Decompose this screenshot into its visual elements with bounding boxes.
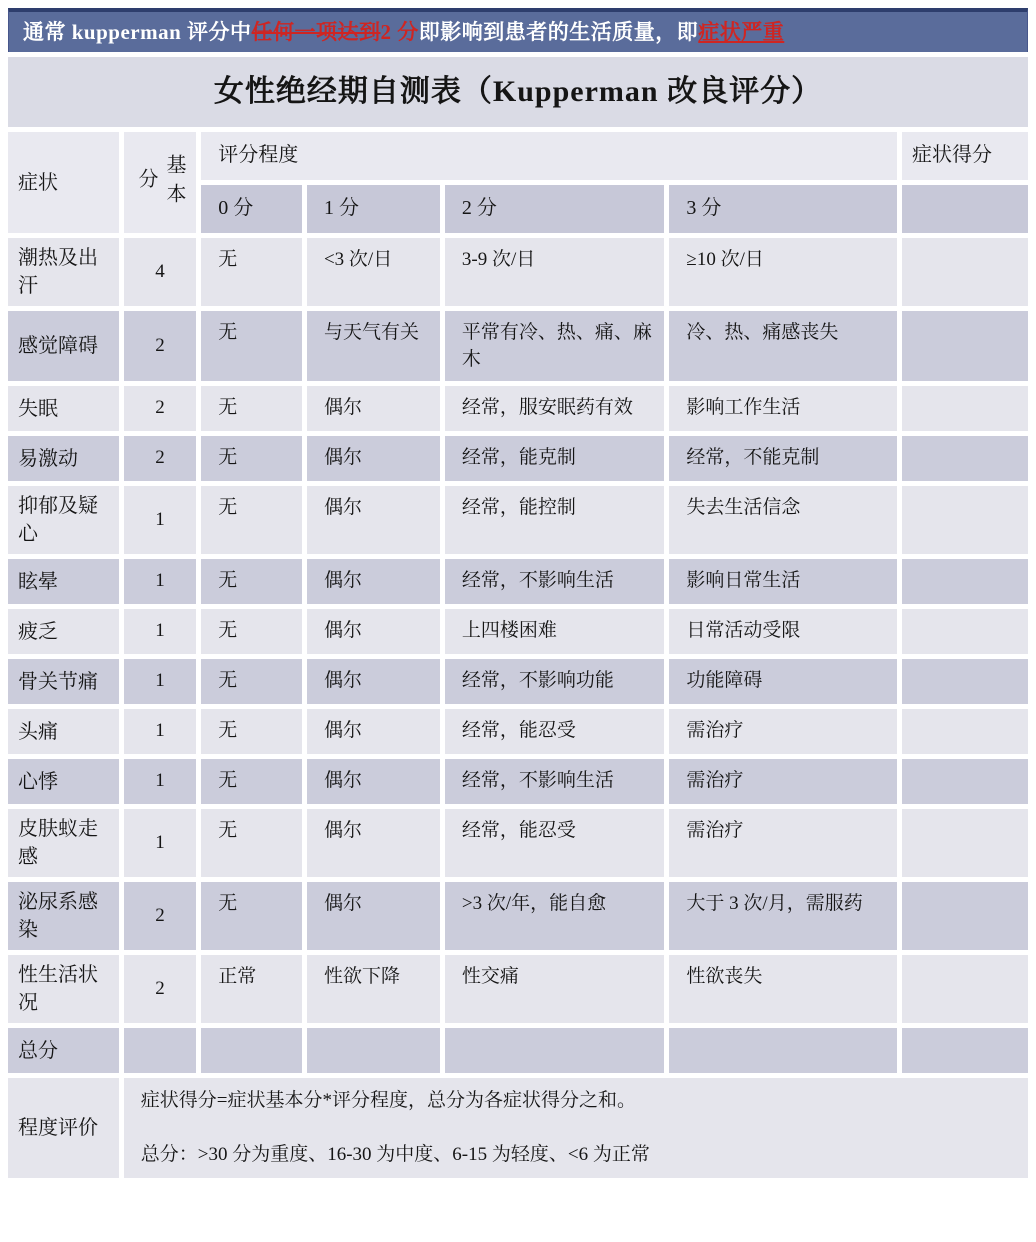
symptom-score-empty-cell — [902, 238, 1028, 306]
symptom-name: 抑郁及疑心 — [8, 486, 119, 554]
base-score-value: 2 — [124, 955, 197, 1023]
degree-2-cell: 经常，服安眠药有效 — [445, 386, 665, 431]
total-base-cell — [124, 1028, 197, 1073]
degree-0-cell: 无 — [201, 436, 302, 481]
degree-3-cell: 日常活动受限 — [669, 609, 897, 654]
symptom-name: 失眠 — [8, 386, 119, 431]
total-label: 总分 — [8, 1028, 119, 1073]
symptom-score-empty-cell — [902, 559, 1028, 604]
degree-0-cell: 无 — [201, 559, 302, 604]
degree-3-cell: 失去生活信念 — [669, 486, 897, 554]
total-degree-3-cell — [669, 1028, 897, 1073]
symptom-table-row — [8, 436, 1028, 481]
symptom-name: 皮肤蚁走感 — [8, 809, 119, 877]
symptom-name: 潮热及出汗 — [8, 238, 119, 306]
banner-text-normal-2: 即影响到患者的生活质量，即 — [418, 20, 699, 44]
base-score-value: 1 — [124, 659, 197, 704]
symptom-score-empty-cell — [902, 311, 1028, 381]
symptom-score-empty-cell — [902, 709, 1028, 754]
base-score-value: 1 — [124, 709, 197, 754]
symptom-table-row — [8, 486, 1028, 554]
base-score-value: 2 — [124, 386, 197, 431]
banner-text-red-underline: 症状严重 — [698, 20, 785, 44]
symptom-table-row — [8, 238, 1028, 306]
degree-3-cell: 功能障碍 — [669, 659, 897, 704]
total-score-cell — [902, 1028, 1028, 1073]
degree-0-cell: 无 — [201, 759, 302, 804]
base-score-value: 1 — [124, 759, 197, 804]
degree-3-cell: 性欲丧失 — [669, 955, 897, 1023]
symptom-name: 疲乏 — [8, 609, 119, 654]
symptom-name: 心悸 — [8, 759, 119, 804]
degree-0-cell: 无 — [201, 386, 302, 431]
symptom-name: 眩晕 — [8, 559, 119, 604]
header-score-empty-cell — [902, 185, 1028, 233]
header-base-score-vertical-text: 基本分 — [135, 153, 186, 212]
top-note-banner — [8, 8, 1028, 52]
symptom-name: 骨关节痛 — [8, 659, 119, 704]
table-body — [8, 238, 1028, 1023]
symptom-name: 泌尿系感染 — [8, 882, 119, 950]
evaluation-row — [8, 1078, 1028, 1178]
base-score-value: 1 — [124, 559, 197, 604]
total-degree-0-cell — [201, 1028, 302, 1073]
header-base-score — [124, 132, 197, 233]
degree-3-cell: 影响工作生活 — [669, 386, 897, 431]
header-degree-3: 3 分 — [669, 185, 897, 233]
header-degree: 评分程度 — [201, 132, 897, 180]
degree-0-cell: 正常 — [201, 955, 302, 1023]
degree-1-cell: 偶尔 — [307, 709, 440, 754]
degree-1-cell: 偶尔 — [307, 559, 440, 604]
symptom-name: 性生活状况 — [8, 955, 119, 1023]
degree-1-cell: 与天气有关 — [307, 311, 440, 381]
symptom-score-empty-cell — [902, 609, 1028, 654]
total-row — [8, 1028, 1028, 1073]
degree-0-cell: 无 — [201, 809, 302, 877]
degree-2-cell: 经常，不影响功能 — [445, 659, 665, 704]
symptom-name: 感觉障碍 — [8, 311, 119, 381]
degree-0-cell: 无 — [201, 311, 302, 381]
kupperman-table — [3, 52, 1033, 1183]
symptom-table-row — [8, 955, 1028, 1023]
degree-3-cell: 大于 3 次/月，需服药 — [669, 882, 897, 950]
symptom-score-empty-cell — [902, 486, 1028, 554]
header-degree-0: 0 分 — [201, 185, 302, 233]
degree-1-cell: 偶尔 — [307, 486, 440, 554]
symptom-score-empty-cell — [902, 659, 1028, 704]
symptom-score-empty-cell — [902, 436, 1028, 481]
title-row — [8, 57, 1028, 127]
banner-text-normal-1: 通常 kupperman 评分中 — [23, 20, 252, 44]
header-symptom: 症状 — [8, 132, 119, 233]
degree-3-cell: ≥10 次/日 — [669, 238, 897, 306]
degree-2-cell: 经常，能忍受 — [445, 809, 665, 877]
degree-1-cell: 性欲下降 — [307, 955, 440, 1023]
symptom-table-row — [8, 809, 1028, 877]
degree-1-cell: 偶尔 — [307, 609, 440, 654]
degree-2-cell: 性交痛 — [445, 955, 665, 1023]
symptom-table-row — [8, 559, 1028, 604]
symptom-score-empty-cell — [902, 386, 1028, 431]
degree-3-cell: 需治疗 — [669, 759, 897, 804]
base-score-value: 2 — [124, 311, 197, 381]
total-degree-1-cell — [307, 1028, 440, 1073]
evaluation-grading: 总分：>30 分为重度、16-30 为中度、6-15 为轻度、<6 为正常 — [140, 1143, 650, 1165]
table-foot — [8, 1028, 1028, 1178]
table-head — [8, 57, 1028, 233]
degree-0-cell: 无 — [201, 609, 302, 654]
degree-0-cell: 无 — [201, 659, 302, 704]
degree-3-cell: 需治疗 — [669, 809, 897, 877]
degree-2-cell: 经常，不影响生活 — [445, 759, 665, 804]
degree-1-cell: 偶尔 — [307, 436, 440, 481]
symptom-table-row — [8, 311, 1028, 381]
degree-3-cell: 冷、热、痛感丧失 — [669, 311, 897, 381]
degree-2-cell: 经常，能控制 — [445, 486, 665, 554]
degree-0-cell: 无 — [201, 882, 302, 950]
base-score-value: 2 — [124, 882, 197, 950]
base-score-value: 1 — [124, 809, 197, 877]
base-score-value: 4 — [124, 238, 197, 306]
degree-2-cell: 经常，不影响生活 — [445, 559, 665, 604]
degree-1-cell: <3 次/日 — [307, 238, 440, 306]
header-row-1 — [8, 132, 1028, 180]
degree-2-cell: 平常有冷、热、痛、麻木 — [445, 311, 665, 381]
banner-text-red-strike: 任何一项达到 — [251, 20, 381, 44]
symptom-score-empty-cell — [902, 882, 1028, 950]
degree-1-cell: 偶尔 — [307, 386, 440, 431]
banner-text-red-score: 2 分 — [380, 20, 419, 44]
degree-1-cell: 偶尔 — [307, 659, 440, 704]
symptom-table-row — [8, 659, 1028, 704]
symptom-name: 易激动 — [8, 436, 119, 481]
symptom-table-row — [8, 882, 1028, 950]
degree-0-cell: 无 — [201, 238, 302, 306]
degree-1-cell: 偶尔 — [307, 882, 440, 950]
evaluation-body — [124, 1078, 1028, 1178]
degree-3-cell: 经常，不能克制 — [669, 436, 897, 481]
evaluation-formula: 症状得分=症状基本分*评分程度，总分为各症状得分之和。 — [140, 1090, 636, 1112]
symptom-score-empty-cell — [902, 759, 1028, 804]
degree-1-cell: 偶尔 — [307, 759, 440, 804]
symptom-table-row — [8, 609, 1028, 654]
symptom-table-row — [8, 709, 1028, 754]
degree-2-cell: 经常，能忍受 — [445, 709, 665, 754]
symptom-table-row — [8, 386, 1028, 431]
evaluation-label: 程度评价 — [8, 1078, 119, 1178]
degree-2-cell: 3-9 次/日 — [445, 238, 665, 306]
symptom-score-empty-cell — [902, 809, 1028, 877]
degree-0-cell: 无 — [201, 709, 302, 754]
total-degree-2-cell — [445, 1028, 665, 1073]
symptom-score-empty-cell — [902, 955, 1028, 1023]
base-score-value: 1 — [124, 486, 197, 554]
symptom-name: 头痛 — [8, 709, 119, 754]
degree-2-cell: 上四楼困难 — [445, 609, 665, 654]
degree-3-cell: 影响日常生活 — [669, 559, 897, 604]
degree-1-cell: 偶尔 — [307, 809, 440, 877]
degree-0-cell: 无 — [201, 486, 302, 554]
symptom-table-row — [8, 759, 1028, 804]
base-score-value: 1 — [124, 609, 197, 654]
header-degree-2: 2 分 — [445, 185, 665, 233]
page-title: 女性绝经期自测表（Kupperman 改良评分） — [8, 57, 1028, 127]
degree-2-cell: >3 次/年，能自愈 — [445, 882, 665, 950]
header-degree-1: 1 分 — [307, 185, 440, 233]
degree-2-cell: 经常，能克制 — [445, 436, 665, 481]
base-score-value: 2 — [124, 436, 197, 481]
degree-3-cell: 需治疗 — [669, 709, 897, 754]
header-symptom-score: 症状得分 — [902, 132, 1028, 180]
